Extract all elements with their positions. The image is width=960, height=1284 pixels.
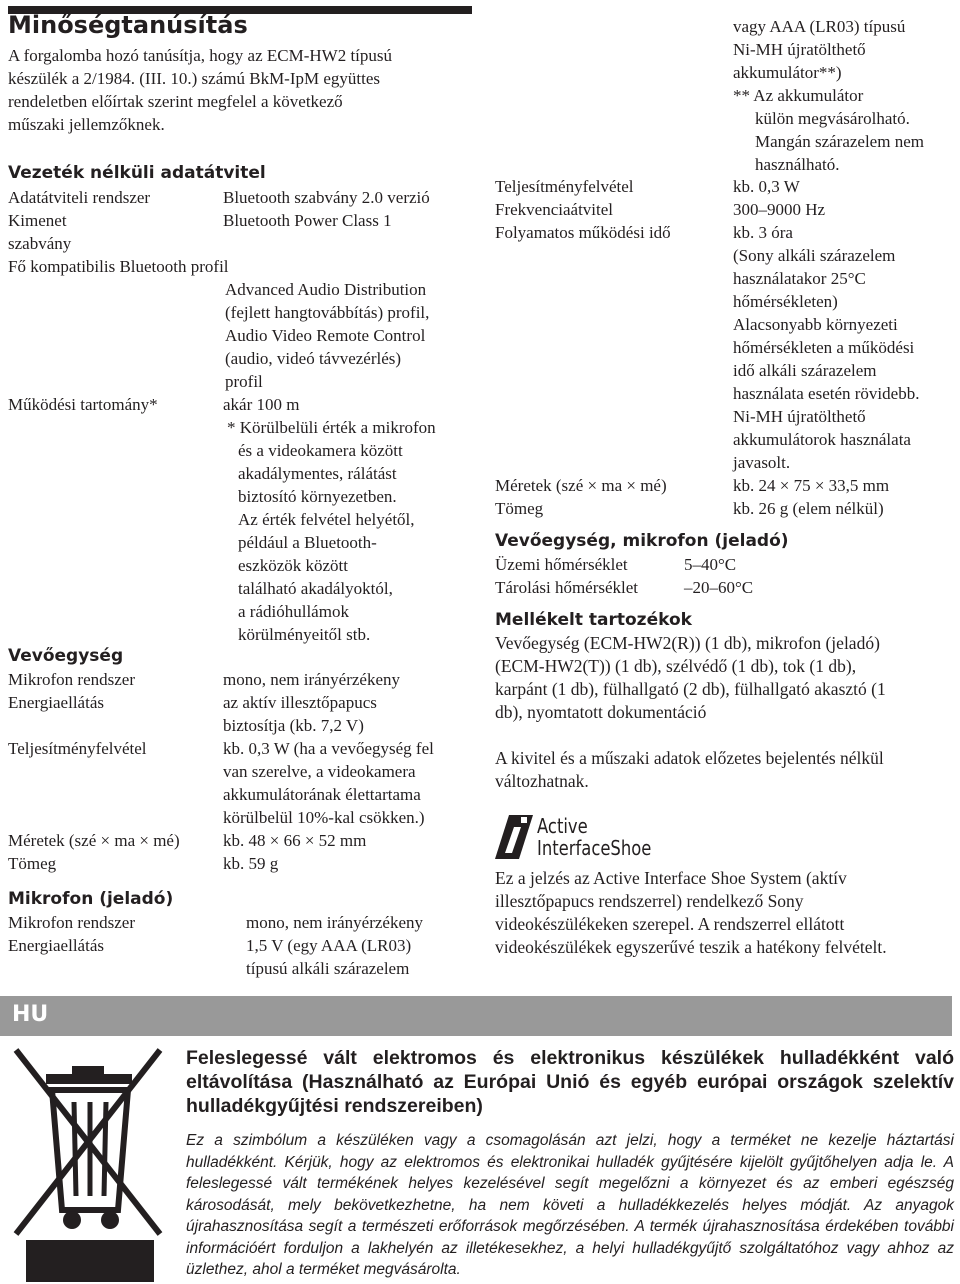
spec-value: 1,5 V (egy AAA (LR03) típusú alkáli szárazelem <box>246 936 412 978</box>
spec-label: Mikrofon rendszer <box>8 913 135 932</box>
intro-text: A forgalomba hozó tanúsítja, hogy az ECM-HW2 típusú készülék a 2/1984. (III. 10.) számú BkM-IpM együttes rendeletben előírtak szerint megfelel a következő műszaki jellemzőknek. <box>8 46 393 134</box>
battery-continuation: vagy AAA (LR03) típusú Ni-MH újratölthető akkumulátor**) ** Az akkumulátor <box>733 17 906 105</box>
spec-value: kb. 48 × 66 × 52 mm <box>223 831 367 850</box>
spec-label: Tömeg <box>495 499 544 518</box>
weee-body: Ez a szimbólum a készüléken vagy a csomagolásán azt jelzi, hogy a terméket ne kezelje háztartási hulladékként. Kérjük, hogy az elektromos és elektronikai hulladék gyűjtésére kijelölt gyűjtőhelyen adja le. A feleslegessé vált termékének helyes kezelésével segít megelőzni a környezet és az emberi egészség károsodását, mely bekövetkezhetne, ha nem követi a hulladékkezelés helyes módját. Az anyagok újrahasznosítása segít a természeti erőforrások megőrzésében. A termék újrahasznosítása érdekében további információért forduljon a lakhelyén az illetékesekhez, a helyi hulladékgyűjtő szolgáltatóhoz vagy ahhoz az üzlethez, ahol a terméket megvásárolta. <box>186 1132 954 1278</box>
spec-value: az aktív illesztőpapucs biztosítja (kb. 7,2 V) <box>223 693 377 735</box>
spec-label: Fő kompatibilis Bluetooth profil <box>8 257 229 276</box>
spec-label: Energiaellátás <box>8 693 104 712</box>
spec-value: kb. 59 g <box>223 854 279 873</box>
logo-text-active: Active <box>537 814 588 838</box>
spec-value: 300–9000 Hz <box>733 200 826 219</box>
spec-value: Bluetooth szabvány 2.0 verzió <box>223 188 430 207</box>
spec-value: kb. 0,3 W (ha a vevőegység fel van szerelve, a videokamera akkumulátorának élettartama körülbelül 10%-kal csökken.) <box>223 739 434 827</box>
spec-value: mono, nem irányérzékeny <box>223 670 401 689</box>
spec-value: 5–40°C <box>684 555 737 574</box>
language-tab-bar <box>0 996 952 1036</box>
section-title-wireless: Vezeték nélküli adatátvitel <box>8 163 266 183</box>
spec-label: Teljesítményfelvétel <box>495 177 634 196</box>
spec-label: Frekvenciaátvitel <box>495 200 614 219</box>
spec-label: Kimenet <box>8 211 67 230</box>
active-interface-shoe-logo <box>495 815 675 861</box>
spec-value: akár 100 m <box>223 395 300 414</box>
section-title-receiver: Vevőegység <box>8 646 124 666</box>
crossed-out-bin-icon <box>10 1044 170 1284</box>
logo-text-interface-shoe: InterfaceShoe <box>537 836 652 860</box>
spec-label: Üzemi hőmérséklet <box>495 555 628 574</box>
spec-label: szabvány <box>8 234 72 253</box>
spec-label: Méretek (szé × ma × mé) <box>495 476 667 495</box>
logo-description: Ez a jelzés az Active Interface Shoe System (aktív illesztőpapucs rendszerrel) rendelkező Sony videokészülékeken szerepel. A rendszerrel ellátott videokészülékek egyszerűvé teszik a hatékony felvételt. <box>495 868 887 957</box>
section-title-accessories: Mellékelt tartozékok <box>495 610 692 630</box>
spec-label: Folyamatos működési idő <box>495 223 671 242</box>
spec-label: Teljesítményfelvétel <box>8 739 147 758</box>
spec-value: kb. 0,3 W <box>733 177 800 196</box>
page-title: Minőségtanúsítás <box>8 11 248 39</box>
spec-label: Energiaellátás <box>8 936 104 955</box>
spec-label: Tömeg <box>8 854 57 873</box>
active-interface-shoe-icon <box>495 815 533 859</box>
footnote-cont: és a videokamera között akadálymentes, rálátást biztosító környezetben. Az érték felvétel helyétől, például a Bluetooth- eszközök között található akadályoktól, a rádióhullámok körülményeitől stb. <box>238 441 415 644</box>
notice-text: A kivitel és a műszaki adatok előzetes bejelentés nélkül változhatnak. <box>495 748 884 791</box>
section-title-transmitter: Mikrofon (jeladó) <box>8 889 174 909</box>
language-tab-label: HU <box>12 1002 49 1027</box>
spec-value-profile: Advanced Audio Distribution (fejlett hangtovábbítás) profil, Audio Video Remote Control (audio, videó távvezérlés) profil <box>225 280 430 391</box>
spec-value: kb. 26 g (elem nélkül) <box>733 499 884 518</box>
battery-footnote: külön megvásárolható. Mangán szárazelem nem használható. <box>755 109 924 174</box>
spec-value: kb. 3 óra (Sony alkáli szárazelem használatakor 25°C hőmérsékleten) Alacsonyabb környezeti hőmérsékleten a működési idő alkáli szárazelem használata esetén rövidebb. Ni-MH újratölthető akkumulátorok használata javasolt. <box>733 223 920 472</box>
spec-label: Méretek (szé × ma × mé) <box>8 831 180 850</box>
spec-value: mono, nem irányérzékeny <box>246 913 424 932</box>
spec-value: kb. 24 × 75 × 33,5 mm <box>733 476 890 495</box>
weee-title: Feleslegessé vált elektromos és elektronikus készülékek hulladékként való eltávolítása (Használható az Európai Unió és egyéb európai országok szelektív hulladékgyűjtési rendszereiben) <box>186 1047 954 1117</box>
accessories-text: Vevőegység (ECM-HW2(R)) (1 db), mikrofon (jeladó) (ECM-HW2(T)) (1 db), szélvédő (1 db), tok (1 db), karpánt (1 db), fülhallgató (2 db), fülhallgató akasztó (1 db), nyomtatott dokumentáció <box>495 633 886 722</box>
spec-label: Mikrofon rendszer <box>8 670 135 689</box>
spec-label: Működési tartomány* <box>8 395 158 414</box>
spec-value: Bluetooth Power Class 1 <box>223 211 392 230</box>
footnote: * Körülbelüli érték a mikrofon <box>227 418 436 437</box>
spec-label: Adatátviteli rendszer <box>8 188 151 207</box>
spec-label: Tárolási hőmérséklet <box>495 578 639 597</box>
section-title-environment: Vevőegység, mikrofon (jeladó) <box>495 531 789 551</box>
spec-value: –20–60°C <box>684 578 754 597</box>
